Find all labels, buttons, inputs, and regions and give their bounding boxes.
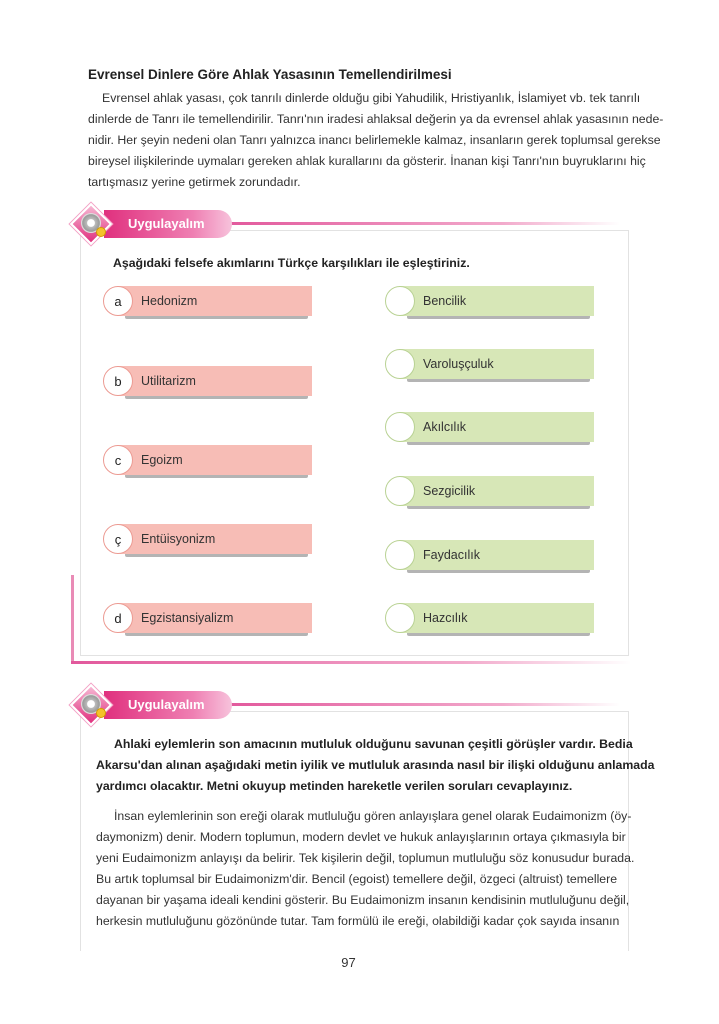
box-shadow xyxy=(125,316,308,319)
term-item[interactable] xyxy=(103,603,312,633)
text-line: yardımcı olacaktır. Metni okuyup metinden hareketle verilen soruları cevaplayınız. xyxy=(96,779,573,793)
item-label: Utilitarizm xyxy=(141,374,196,388)
text-line: Bu artık toplumsal bir Eudaimonizm'dir. Bencil (egoist) temellere değil, özgeci (altruist) temellere xyxy=(96,872,618,886)
item-label: Egoizm xyxy=(141,453,183,467)
term-item[interactable] xyxy=(103,445,312,475)
text-line: bireysel ilişkilerinde uymaları gereken ahlak kurallarını da gösterir. İnanan kişi Tanrı'nın buyruklarını hiç xyxy=(88,154,646,168)
match-item[interactable] xyxy=(385,349,594,379)
text-line: dayanan bir yaşama ideali kendini gösterir. Bu Eudaimonizm insanın kendisinin mutluluğunu değil, xyxy=(96,893,630,907)
item-circle[interactable]: ç xyxy=(103,524,133,554)
item-label: Sezgicilik xyxy=(423,484,476,498)
section-title: Evrensel Dinlere Göre Ahlak Yasasının Temellendirilmesi xyxy=(88,67,452,82)
item-circle[interactable]: d xyxy=(103,603,133,633)
match-item[interactable] xyxy=(385,412,594,442)
item-circle[interactable]: b xyxy=(103,366,133,396)
match-item[interactable] xyxy=(385,286,594,316)
small-gear-icon xyxy=(96,227,106,237)
box-shadow xyxy=(407,633,590,636)
item-circle[interactable]: c xyxy=(103,445,133,475)
text-line: dinlerde de Tanrı ile temellendirilir. Tanrı'nın iradesi ahlaksal değerin ya da evrensel ahlak yasasının nede- xyxy=(88,112,664,126)
box-shadow xyxy=(407,506,590,509)
box-shadow xyxy=(125,396,308,399)
match-item[interactable] xyxy=(385,540,594,570)
box-shadow xyxy=(407,379,590,382)
small-gear-icon xyxy=(96,708,106,718)
text-line: nidir. Her şeyin nedeni olan Tanrı yalnızca inancı belirlemekle kalmaz, insanların gerek toplumsal gerekse xyxy=(88,133,661,147)
item-circle[interactable] xyxy=(385,286,415,316)
exercise1-accent-bottom xyxy=(71,661,631,664)
match-item[interactable] xyxy=(385,603,594,633)
item-circle[interactable] xyxy=(385,476,415,506)
term-item[interactable] xyxy=(103,366,312,396)
exercise1-instruction: Aşağıdaki felsefe akımlarını Türkçe karşılıkları ile eşleştiriniz. xyxy=(113,256,470,270)
item-label: Bencilik xyxy=(423,294,467,308)
item-circle[interactable] xyxy=(385,349,415,379)
box-shadow xyxy=(125,554,308,557)
text-line: Evrensel ahlak yasası, çok tanrılı dinlerde olduğu gibi Yahudilik, Hristiyanlık, İslamiyet vb. tek tanrılı xyxy=(102,91,641,105)
item-circle[interactable]: a xyxy=(103,286,133,316)
page-number: 97 xyxy=(341,955,356,970)
text-line: tartışmasız yerine getirmek zorundadır. xyxy=(88,175,301,189)
text-line: yeni Eudaimonizm anlayışı da belirir. Tek kişilerin değil, toplumun mutluluğu söz konusudur burada. xyxy=(96,851,635,865)
item-circle[interactable] xyxy=(385,540,415,570)
text-line: daymonizm) denir. Modern toplumun, modern devlet ve hukuk anlayışlarının ortaya çıkmasıyla bir xyxy=(96,830,626,844)
item-label: Egzistansiyalizm xyxy=(141,611,234,625)
item-label: Hedonizm xyxy=(141,294,198,308)
text-line: Akarsu'dan alınan aşağıdaki metin iyilik ve mutluluk arasında nasıl bir ilişki olduğunu anlamada xyxy=(96,758,655,772)
text-line: Ahlaki eylemlerin son amacının mutluluk olduğunu savunan çeşitli görüşler vardır. Bedia xyxy=(114,737,633,751)
box-shadow xyxy=(125,475,308,478)
box-shadow xyxy=(407,570,590,573)
item-circle[interactable] xyxy=(385,603,415,633)
exercise1-header-line xyxy=(225,222,620,225)
term-item[interactable] xyxy=(103,286,312,316)
item-label: Faydacılık xyxy=(423,548,480,562)
text-line: herkesin mutluluğunu gözönünde tutar. Tam formülü ile ereği, olabildiği kadar çok sayıda insanın xyxy=(96,914,620,928)
term-item[interactable] xyxy=(103,524,312,554)
match-item[interactable] xyxy=(385,476,594,506)
exercise1-header: Uygulayalım xyxy=(104,210,232,238)
text-line: İnsan eylemlerinin son ereği olarak mutluluğu gören anlayışlara genel olarak Eudaimonizm (öy- xyxy=(114,809,632,823)
item-label: Akılcılık xyxy=(423,420,467,434)
exercise2-header: Uygulayalım xyxy=(104,691,232,719)
item-label: Hazcılık xyxy=(423,611,468,625)
item-label: Entüisyonizm xyxy=(141,532,216,546)
exercise2-header-line xyxy=(225,703,620,706)
exercise1-accent-left xyxy=(71,575,74,664)
item-circle[interactable] xyxy=(385,412,415,442)
box-shadow xyxy=(407,316,590,319)
box-shadow xyxy=(125,633,308,636)
box-shadow xyxy=(407,442,590,445)
item-label: Varoluşçuluk xyxy=(423,357,494,371)
